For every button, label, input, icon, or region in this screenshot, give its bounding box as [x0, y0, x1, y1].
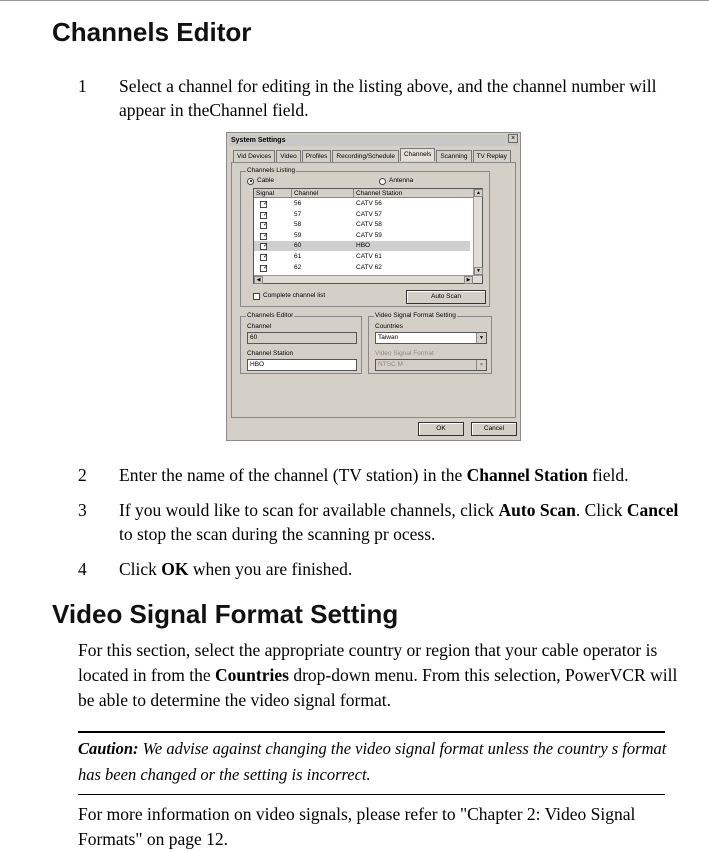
checkbox-icon	[253, 293, 260, 300]
table-row[interactable]	[254, 252, 470, 262]
dialog-title: System Settings	[229, 135, 518, 146]
complete-channel-list-checkbox[interactable]	[253, 292, 325, 300]
channel-list[interactable]	[253, 188, 483, 284]
video-signal-group	[368, 312, 492, 374]
tab-tv-replay[interactable]: TV Replay	[473, 150, 511, 162]
list-horizontal-scrollbar[interactable]	[254, 275, 482, 283]
text-run: when you are finished.	[188, 559, 353, 579]
auto-scan-button[interactable]: Auto Scan	[406, 290, 486, 304]
channel-cell: 60	[294, 242, 302, 250]
signal-cell	[254, 210, 292, 220]
channels-listing-group	[240, 167, 490, 307]
channel-cell: 56	[294, 200, 302, 207]
station-cell: CATV 58	[356, 221, 382, 229]
signal-checkbox[interactable]: ✓	[260, 243, 267, 250]
step-number: 2	[78, 465, 87, 485]
top-rule	[0, 0, 709, 1]
section-heading-channels-editor: Channels Editor	[52, 17, 252, 47]
table-row[interactable]	[254, 199, 470, 209]
format-label: Video Signal Format	[375, 350, 434, 357]
countries-label: Countries	[375, 323, 403, 330]
antenna-radio[interactable]	[379, 177, 413, 185]
settings-tabs	[233, 150, 512, 162]
countries-dropdown[interactable]	[375, 332, 487, 344]
signal-checkbox[interactable]: ✓	[260, 201, 267, 208]
signal-cell	[254, 199, 292, 209]
channels-editor-label: Channels Editor	[247, 312, 294, 319]
channel-cell: 59	[294, 231, 302, 239]
channels-tab-panel	[231, 162, 516, 418]
table-row[interactable]	[254, 220, 470, 230]
cancel-button[interactable]: Cancel	[471, 422, 517, 436]
table-row[interactable]	[254, 241, 470, 251]
system-settings-dialog	[226, 132, 521, 441]
signal-cell	[254, 241, 292, 251]
step-text	[119, 463, 679, 487]
countries-value: Taiwan	[378, 334, 399, 341]
caution-bottom-rule	[78, 794, 665, 795]
cable-radio[interactable]	[247, 177, 274, 185]
tab-video[interactable]: Video	[276, 150, 301, 162]
signal-checkbox[interactable]: ✓	[260, 222, 267, 229]
radio-selected-icon	[247, 178, 254, 185]
station-cell: CATV 57	[356, 210, 382, 218]
station-cell: CATV 62	[356, 263, 382, 271]
step-number: 3	[78, 500, 87, 520]
ok-button[interactable]: OK	[418, 422, 464, 436]
station-cell: CATV 59	[356, 231, 382, 239]
step-number: 1	[78, 76, 87, 96]
text-run: Enter the name of the channel (TV station) in the	[119, 465, 467, 485]
caution-label: Caution:	[78, 739, 139, 758]
column-header-channel[interactable]: Channel	[292, 189, 354, 198]
section-heading-video-signal: Video Signal Format Setting	[52, 599, 399, 629]
table-row[interactable]	[254, 210, 470, 220]
video-signal-paragraph	[78, 638, 678, 713]
text-run: . Click	[575, 500, 627, 520]
list-vertical-scrollbar[interactable]	[473, 189, 482, 283]
tab-vid-devices[interactable]: Vid Devices	[233, 150, 275, 162]
signal-cell	[254, 231, 292, 241]
step-text	[119, 498, 679, 546]
caution-top-rule	[78, 731, 665, 733]
column-header-station[interactable]: Channel Station	[354, 189, 474, 198]
bold-term: Countries	[215, 665, 289, 685]
caution-text: We advise against changing the video signal format unless the country s format has been changed or the setting is incorrect.	[78, 739, 667, 784]
format-value: NTSC M	[378, 361, 403, 368]
scroll-left-icon[interactable]: ◀	[254, 276, 263, 284]
station-cell: HBO	[356, 242, 371, 250]
scroll-up-icon[interactable]: ▲	[474, 189, 483, 197]
station-cell: CATV 56	[356, 200, 382, 207]
step-text: Select a channel for editing in the listing above, and the channel number will appear in theChannel field.	[119, 76, 657, 120]
text-run: to stop the scan during the scanning pr ocess.	[119, 524, 436, 544]
signal-cell	[254, 252, 292, 262]
signal-cell	[254, 220, 292, 230]
text-run: field.	[587, 465, 629, 485]
antenna-label: Antenna	[389, 177, 414, 184]
bold-term: Cancel	[626, 500, 679, 520]
channel-cell: 62	[294, 263, 302, 271]
chevron-down-icon[interactable]: ▼	[476, 333, 486, 343]
tab-channels[interactable]: Channels	[400, 148, 435, 161]
signal-checkbox[interactable]: ✓	[260, 212, 267, 219]
reference-paragraph: For more information on video signals, please refer to "Chapter 2: Video Signal Formats" on page 12.	[78, 804, 636, 849]
format-dropdown	[375, 359, 487, 371]
signal-cell	[254, 263, 292, 273]
signal-checkbox[interactable]: ✓	[260, 265, 267, 272]
column-header-signal[interactable]: Signal	[254, 189, 292, 198]
caution-note	[78, 736, 673, 788]
tab-profiles[interactable]: Profiles	[302, 150, 332, 162]
cable-label: Cable	[257, 177, 274, 184]
scroll-right-icon[interactable]: ▶	[464, 276, 473, 284]
station-cell: CATV 61	[356, 253, 382, 260]
text-run: For this section, select the appropriate country or region that your cable operator is located in from the	[78, 640, 658, 685]
text-run: If you would like to scan for available channels, click	[119, 500, 499, 520]
step-text	[119, 557, 679, 581]
bold-term: Channel Station	[466, 465, 588, 485]
close-icon[interactable]: ×	[508, 134, 518, 143]
tab-scanning[interactable]: Scanning	[436, 150, 471, 162]
channel-cell: 58	[294, 221, 302, 229]
signal-checkbox[interactable]: ✓	[260, 233, 267, 240]
complete-channel-list-label: Complete channel list	[263, 292, 326, 299]
channels-listing-label: Channels Listing	[247, 167, 296, 174]
channels-editor-group	[240, 312, 362, 374]
channel-cell: 57	[294, 210, 302, 218]
channel-field-label: Channel	[247, 323, 272, 330]
table-row[interactable]	[254, 231, 470, 241]
video-signal-label: Video Signal Format Setting	[375, 312, 456, 319]
text-run: Click	[119, 559, 162, 579]
channel-field: 60	[247, 332, 357, 344]
tab-recording-schedule[interactable]: Recording/Schedule	[332, 150, 399, 162]
signal-checkbox[interactable]: ✓	[260, 254, 267, 261]
scroll-down-icon[interactable]: ▼	[474, 267, 483, 275]
chevron-down-icon: ▼	[476, 360, 486, 370]
station-field-label: Channel Station	[247, 350, 294, 357]
bold-term: OK	[161, 559, 189, 579]
channel-station-input[interactable]: HBO	[247, 359, 357, 371]
step-number: 4	[78, 559, 87, 579]
channel-cell: 61	[294, 253, 302, 260]
text-run: drop-down menu. From this selection, PowerVCR will be able to determine the video signal format.	[78, 665, 678, 710]
bold-term: Auto Scan	[498, 500, 576, 520]
table-row[interactable]	[254, 263, 470, 273]
list-header	[254, 189, 482, 198]
radio-unselected-icon	[379, 178, 386, 185]
